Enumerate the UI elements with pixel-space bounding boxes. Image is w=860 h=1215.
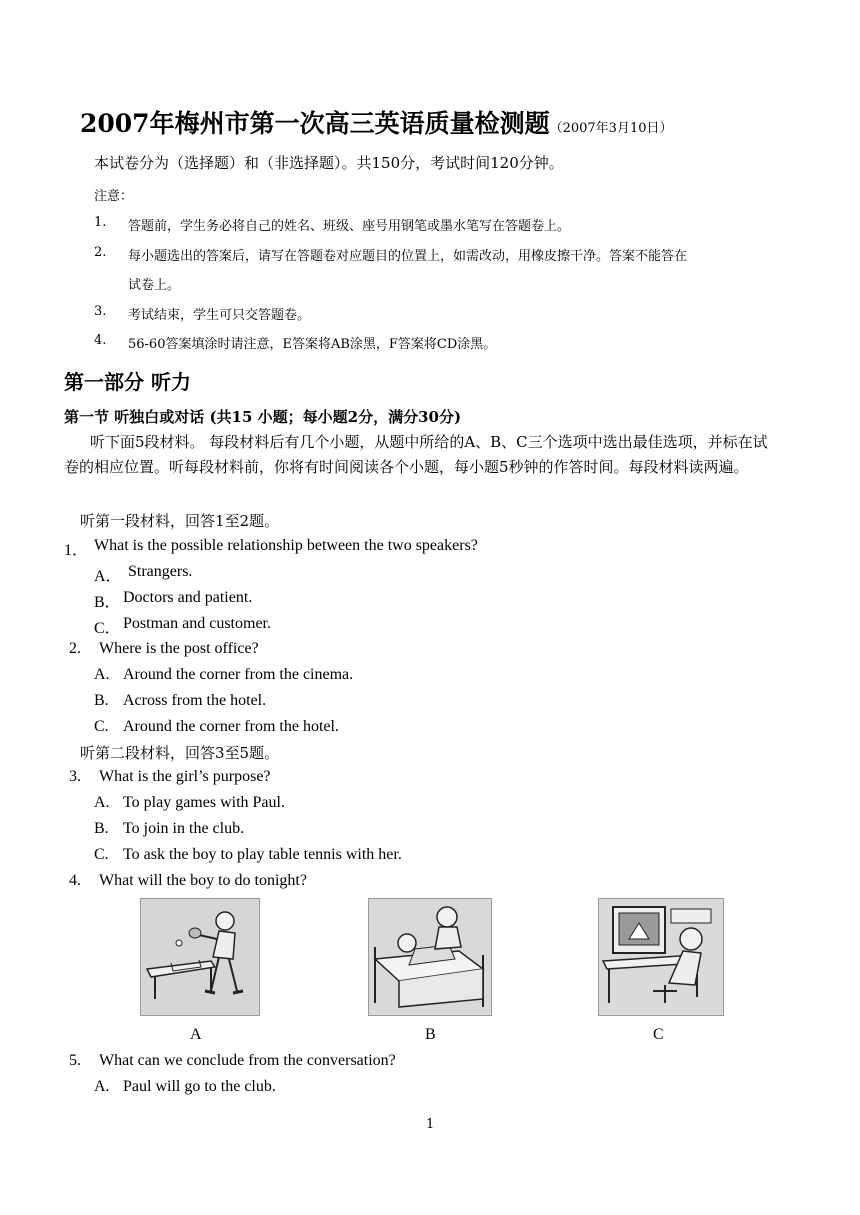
- option-text: Strangers.: [128, 563, 193, 580]
- note-number: 2.: [94, 245, 107, 260]
- option-label: A．: [94, 568, 122, 585]
- option-text: Around the corner from the cinema.: [123, 666, 354, 683]
- note-text: 答题前，学生务必将自己的姓名、班级、座号用钢笔或墨水笔写在答题卷上。: [128, 219, 571, 234]
- instructions-text: 听下面5段材料。 每段材料后有几个小题，从题中所给的A、B、C三个选项中选出最佳选项，并标在试卷的相应位置。听每段材料前，你将有时间阅读各个小题，每小题5秒钟的作答时间。每段材料读两遍。: [64, 433, 768, 476]
- question-text: What is the possible relationship between the two speakers?: [94, 537, 478, 554]
- table-tennis-picture: [140, 898, 260, 1016]
- note-text: 考试结束，学生可只交答题卷。: [128, 308, 311, 323]
- option-label: A.: [94, 666, 110, 683]
- title-date: （2007年3月10日）: [549, 121, 673, 136]
- note-text-continued: 试卷上。: [128, 278, 181, 293]
- question-text: What can we conclude from the conversation?: [99, 1052, 396, 1069]
- question-number: 4.: [69, 872, 81, 889]
- picture-caption: B: [425, 1026, 436, 1043]
- option-text: To play games with Paul.: [123, 794, 285, 811]
- picture-caption: A: [190, 1026, 202, 1043]
- note-text: 56-60答案填涂时请注意，E答案将AB涂黑，F答案将CD涂黑。: [128, 337, 497, 352]
- option-text: To ask the boy to play table tennis with her.: [123, 846, 402, 863]
- material-intro: 听第二段材料，回答3至5题。: [80, 744, 280, 762]
- option-label: A.: [94, 794, 110, 811]
- option-label: B.: [94, 820, 109, 837]
- question-text: What is the girl’s purpose?: [99, 768, 271, 785]
- option-label: A.: [94, 1078, 110, 1095]
- document-title: [80, 104, 673, 140]
- question-number: 5.: [69, 1052, 81, 1069]
- part-heading: 第一部分 听力: [64, 370, 191, 394]
- computer-picture: [598, 898, 724, 1016]
- note-text: 每小题选出的答案后，请写在答题卷对应题目的位置上，如需改动，用橡皮擦干净。答案不能答在: [128, 249, 688, 264]
- material-intro: 听第一段材料，回答1至2题。: [80, 512, 280, 530]
- question-number: 1．: [64, 542, 89, 559]
- question-number: 3.: [69, 768, 81, 785]
- option-label: B.: [94, 692, 109, 709]
- option-text: Around the corner from the hotel.: [123, 718, 339, 735]
- intro-text: 本试卷分为（选择题）和（非选择题）。共150分，考试时间120分钟。: [94, 154, 564, 172]
- option-label: B．: [94, 594, 121, 611]
- option-text: Across from the hotel.: [123, 692, 267, 709]
- option-label: C.: [94, 846, 109, 863]
- question-number: 2.: [69, 640, 81, 657]
- question-text: Where is the post office?: [99, 640, 259, 657]
- option-label: C．: [94, 620, 121, 637]
- picture-caption: C: [653, 1026, 664, 1043]
- option-text: Doctors and patient.: [123, 589, 253, 606]
- option-text: To join in the club.: [123, 820, 245, 837]
- section-instructions: [64, 430, 770, 480]
- notes-label: 注意：: [94, 189, 134, 204]
- title-text: 2007年梅州市第一次高三英语质量检测题: [80, 109, 550, 138]
- note-number: 3.: [94, 304, 107, 319]
- question-text: What will the boy to do tonight?: [99, 872, 307, 889]
- bed-picture: [368, 898, 492, 1016]
- note-number: 4.: [94, 333, 107, 348]
- option-text: Postman and customer.: [123, 615, 271, 632]
- page-number: 1: [426, 1117, 435, 1132]
- section-heading: 第一节 听独白或对话 (共15 小题；每小题2分，满分30分): [64, 408, 462, 426]
- note-number: 1.: [94, 215, 107, 230]
- option-label: C.: [94, 718, 109, 735]
- option-text: Paul will go to the club.: [123, 1078, 276, 1095]
